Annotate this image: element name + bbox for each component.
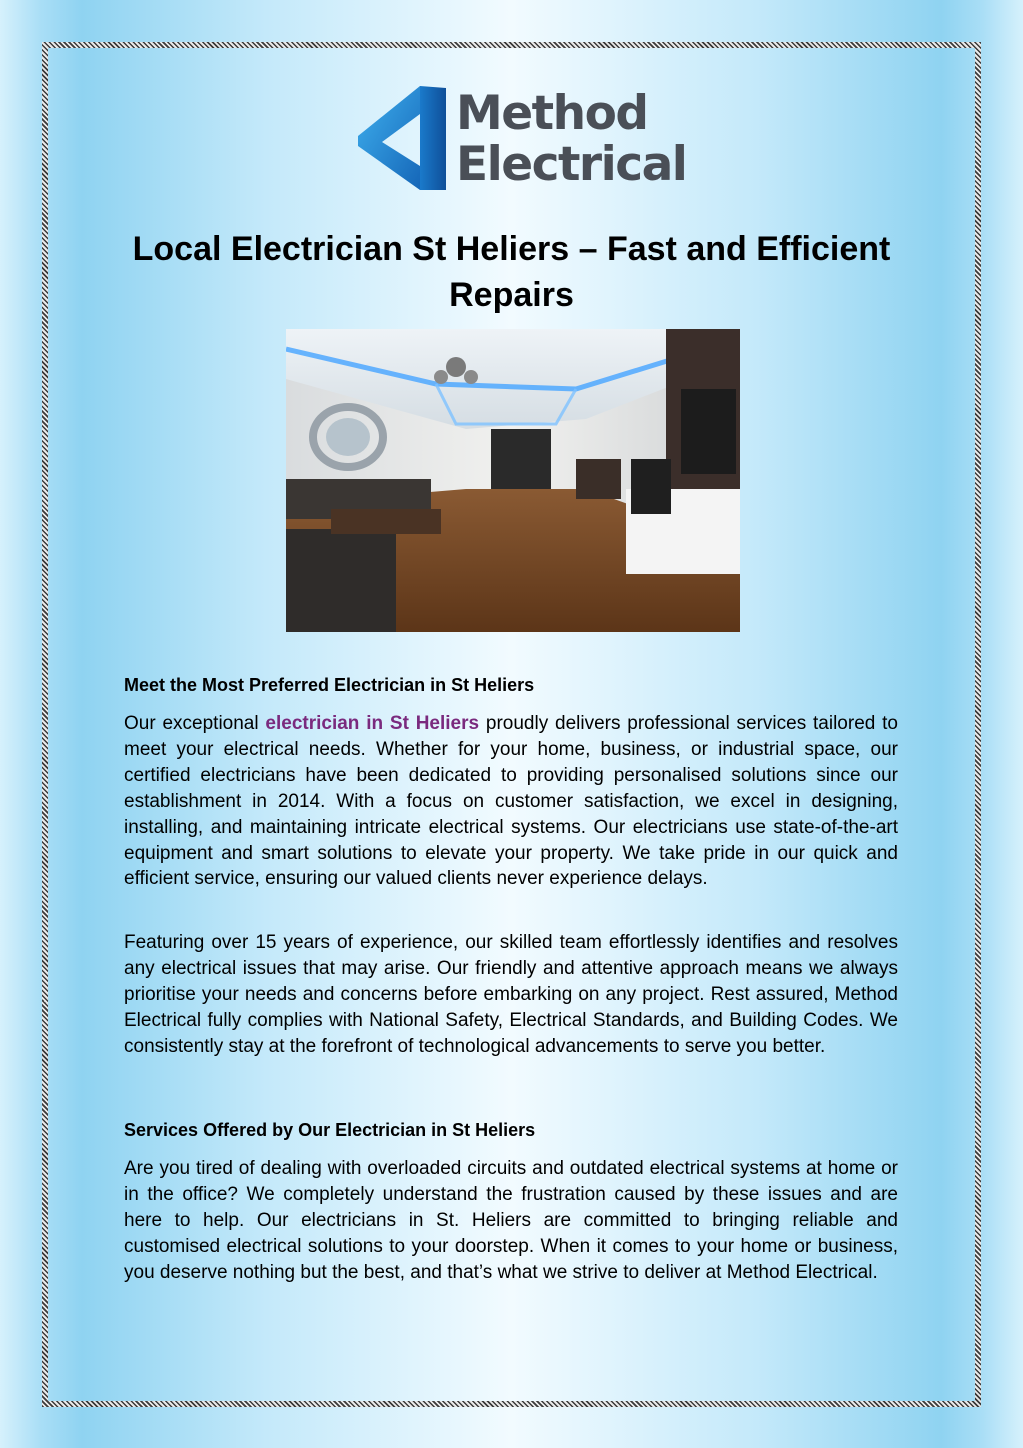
intro-paragraph-lead: Our exceptional	[124, 713, 266, 734]
intro-paragraph-rest: proudly delivers professional services tailored to meet your electrical needs. Whether for your home, business, or industrial space, our certified electricians have been dedicated to providing personalised solutions since our establishment in 2014. With a focus on customer satisfaction, we excel in designing, installing, and maintaining intricate electrical systems. Our electricians use state-of-the-art equipment and smart solutions to elevate your property. We take pride in our quick and efficient service, ensuring our valued clients never experience delays.	[124, 713, 898, 890]
page-title: Local Electrician St Heliers – Fast and Efficient Repairs	[132, 230, 891, 314]
experience-paragraph: Featuring over 15 years of experience, our skilled team effortlessly identifies and resolves any electrical issues that may arise. Our friendly and attentive approach means we always prioritise your needs and concerns before embarking on any project. Rest assured, Method Electrical fully complies with National Safety, Electrical Standards, and Building Codes. We consistently stay at the forefront of technological advancements to serve you better.	[124, 932, 898, 1057]
logo-wordmark	[456, 88, 686, 190]
electrician-in-st-heliers-link[interactable]: electrician in St Heliers	[265, 713, 480, 734]
section-heading-preferred-electrician: Meet the Most Preferred Electrician in St Heliers	[124, 675, 535, 695]
method-electrical-logo	[358, 86, 687, 192]
services-paragraph: Are you tired of dealing with overloaded circuits and outdated electrical systems at home or in the office? We completely understand the frustration caused by these issues and are here to help. Our electricians in St. Heliers are committed to bringing reliable and customised electrical solutions to your doorstep. When it comes to your home or business, you deserve nothing but the best, and that’s what we strive to deliver at Method Electrical.	[124, 1158, 898, 1283]
living-room-photo	[286, 329, 740, 632]
logo-line-2: Electrical	[456, 137, 687, 192]
intro-paragraph	[124, 711, 898, 892]
section-heading-services-offered: Services Offered by Our Electrician in St Heliers	[124, 1120, 536, 1140]
logo-line-1: Method	[456, 86, 648, 141]
logo-triangle-icon	[358, 86, 448, 192]
